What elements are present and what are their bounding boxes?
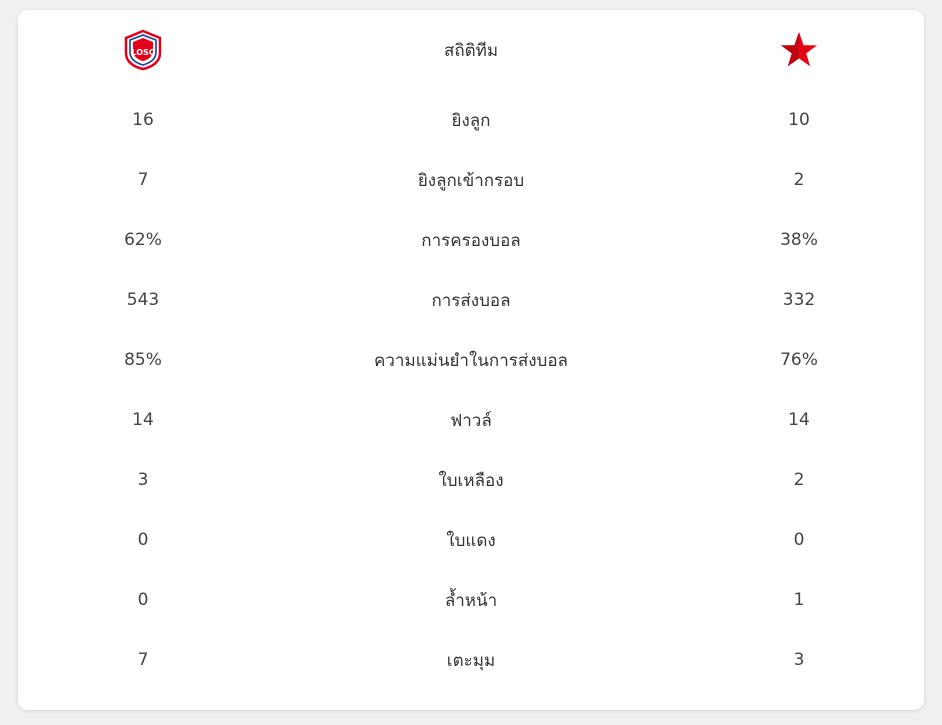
home-value: 0 [137,590,149,610]
stat-label: การส่งบอล [431,290,511,311]
stat-label: ยิงลูกเข้ากรอบ [417,170,525,191]
table-row [18,390,924,450]
away-team-crest[interactable] [709,29,889,71]
home-value: 14 [132,410,154,430]
stat-label: ยิงลูก [451,110,491,131]
table-row [18,570,924,630]
svg-text:LOSC: LOSC [131,48,155,57]
stat-label: ล้ำหน้า [444,590,498,611]
home-value: 7 [137,170,149,190]
away-value: 1 [793,590,805,610]
away-value: 332 [782,290,816,310]
stat-label: ใบแดง [446,530,496,551]
home-value: 0 [137,530,149,550]
away-value: 76% [780,350,818,370]
home-value: 3 [137,470,149,490]
red-star-crest-icon [778,29,820,71]
table-row [18,210,924,270]
home-value: 62% [124,230,162,250]
stat-label: ความแม่นยำในการส่งบอล [374,350,568,371]
table-row [18,510,924,570]
table-row [18,330,924,390]
stat-label: เตะมุม [446,650,496,671]
stat-label: ฟาวล์ [450,410,492,431]
away-value: 14 [788,410,810,430]
stats-header-row [18,10,924,90]
home-team-crest[interactable] [53,29,233,71]
home-value: 85% [124,350,162,370]
stats-title: สถิติทีม [443,40,499,61]
table-row [18,270,924,330]
home-value: 543 [126,290,160,310]
away-value: 10 [788,110,810,130]
lille-losc-crest-icon [122,29,164,71]
away-value: 0 [793,530,805,550]
table-row [18,90,924,150]
table-row [18,150,924,210]
table-row [18,630,924,690]
away-value: 3 [793,650,805,670]
stat-label: การครองบอล [421,230,521,251]
table-row [18,450,924,510]
away-value: 2 [793,470,805,490]
home-value: 16 [132,110,154,130]
home-value: 7 [137,650,149,670]
away-value: 2 [793,170,805,190]
team-stats-card [18,10,924,710]
away-value: 38% [780,230,818,250]
stat-label: ใบเหลือง [438,470,504,491]
